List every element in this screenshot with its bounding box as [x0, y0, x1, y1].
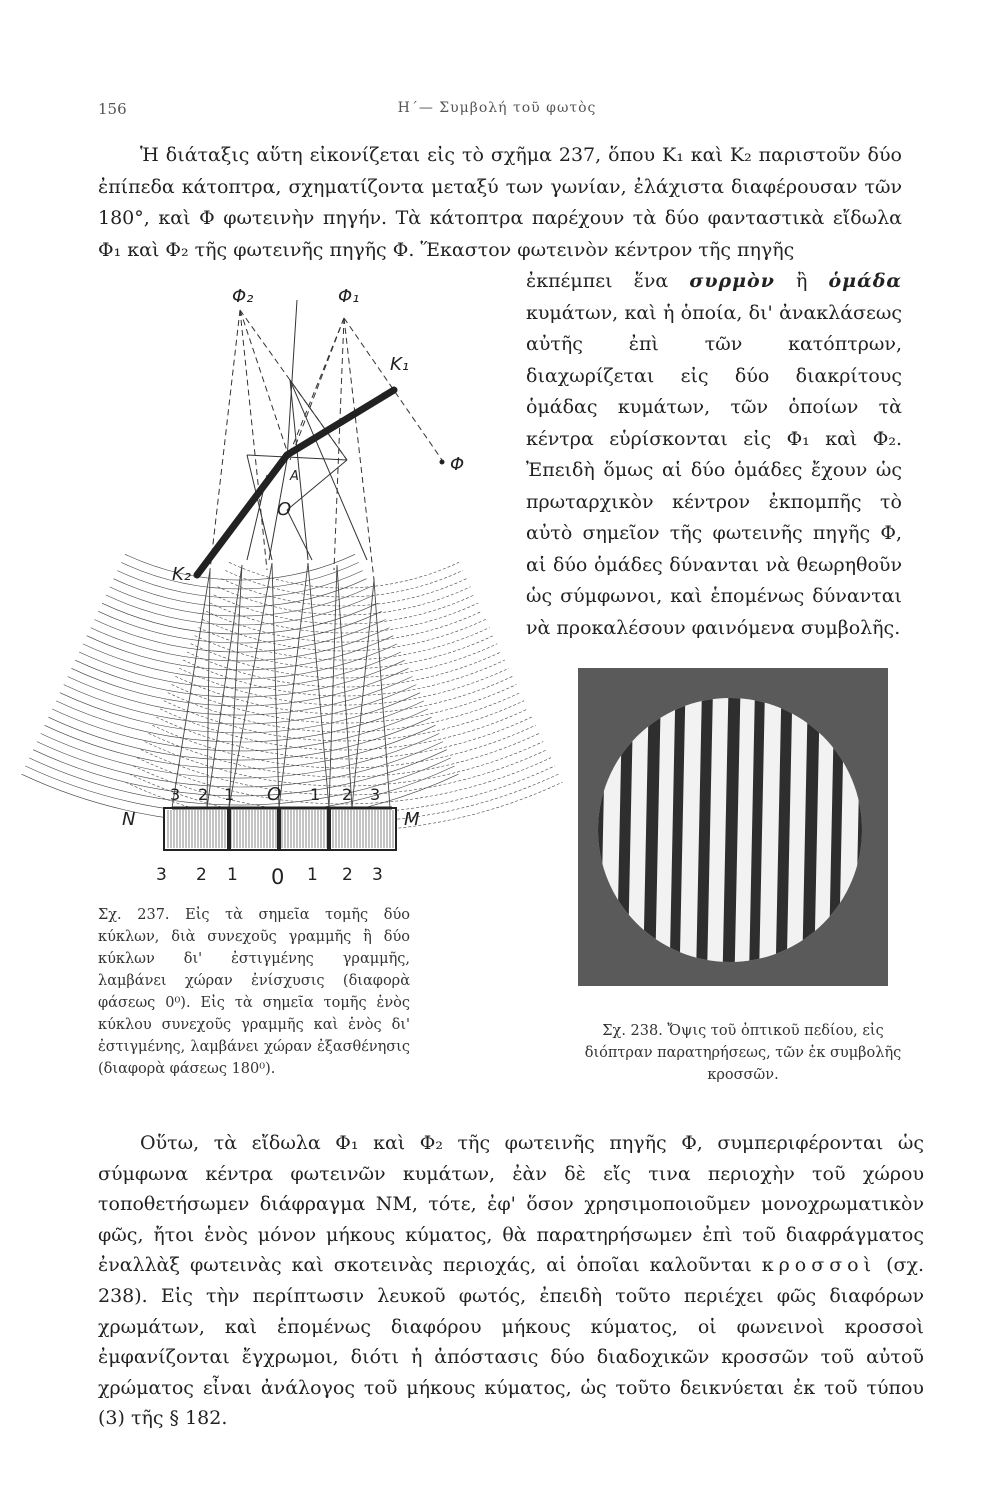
paragraph-right [526, 266, 902, 644]
fringe-photograph [578, 668, 888, 986]
term-krossoi: κροσσοὶ [761, 1254, 877, 1277]
label-k2: K₂ [172, 564, 192, 585]
wavefront-arc [229, 562, 459, 588]
wavefront-arc [218, 587, 471, 615]
scale-number: 1 [227, 865, 238, 885]
screen-label: 3 [170, 785, 181, 804]
convergence-line [172, 570, 210, 808]
screen-nm [164, 808, 396, 850]
text-span: κυμάτων, καὶ ἡ ὁποία, δι' ἀνακλάσεως αὐτῆς ἐπὶ τῶν κατόπτρων, διαχωρίζεται εἰς δύο διακρίτους ὁμάδας κυμάτων, τῶν ὁποίων τὰ κέντρα εὑρίσκονται εἰς Φ₁ καὶ Φ₂. Ἐπειδὴ ὅμως αἱ δύο ὁμάδες ἔχουν ὡς πρωταρχικὸν κέντρον ἐκπομπῆς τὸ αὐτὸ σημεῖον τῆς φωτεινῆς πηγῆς Φ, αἱ δύο ὁμάδες δύνανται νὰ θεωρηθοῦν ὡς σύμφωνοι, καὶ ἑπομένως δύνανται νὰ προκαλέσουν φαινόμενα συμβολῆς. [526, 301, 902, 639]
convergence-line [337, 565, 352, 808]
interference-field [22, 554, 563, 831]
wavefront-arc [48, 717, 431, 760]
label-a: A [290, 469, 299, 484]
screen-label: 2 [342, 785, 353, 804]
text-span: Οὕτω, τὰ εἴδωλα Φ₁ καὶ Φ₂ τῆς φωτεινῆς πηγῆς Φ, συμπεριφέρονται ὡς σύμφωνα κέντρα φωτεινῶν κυμάτων, ἐὰν δὲ εἴς τινα περιοχὴν τοῦ χώρου τοποθετήσωμεν διάφραγμα ΝΜ, τότε, ἐφ' ὅσον χρησιμοποιοῦμεν μονοχρωματικὸν φῶς, ἤτοι ἑνὸς μόνον μήκους κύματος, θὰ παρατηρήσωμεν ἐπὶ τοῦ διαφράγματος ἐναλλὰξ φωτεινὰς καὶ σκοτεινὰς περιοχάς, αἱ ὁποῖαι καλοῦνται [98, 1132, 924, 1277]
source-point-phi [440, 460, 445, 465]
scale-number: 3 [372, 865, 383, 885]
convergence-line [207, 565, 242, 808]
wavefront-arc [83, 644, 397, 679]
emphasis-syrmon: συρμὸν [689, 270, 775, 292]
page-number: 156 [98, 100, 127, 118]
text-span: ἢ [774, 270, 829, 292]
ray-lines [247, 300, 367, 560]
label-phi2: Φ₂ [232, 286, 254, 307]
wavefront-arc [198, 628, 489, 661]
wavefront-arc [117, 571, 362, 598]
scale-number: 1 [307, 865, 318, 885]
paragraph-top: Ἡ διάταξις αὕτη εἰκονίζεται εἰς τὸ σχῆμα 237, ὅπου Κ₁ καὶ Κ₂ παριστοῦν δύο ἐπίπεδα κάτοπτρα, σχηματίζοντα μεταξύ των γωνίαν, ἐλάχιστα διαφέρουσαν τῶν 180°, καὶ Φ φωτεινὴν πηγήν. Τὰ κάτοπτρα παρέχουν τὰ δύο φανταστικὰ εἴδωλα Φ₁ καὶ Φ₂ τῆς φωτεινῆς πηγῆς Φ. Ἕκαστον φωτεινὸν κέντρον τῆς πηγῆς [98, 144, 902, 261]
convergence-line [374, 580, 390, 808]
text-span: (σχ. 238). Εἰς τὴν περίπτωσιν λευκοῦ φωτός, ἐπειδὴ τοῦτο περιέχει φῶς διαφόρων χρωμάτων, καὶ ἑπομένως διαφόρου μήκους κύματος, οἱ φωνεινοὶ κροσσοὶ ἐμφανίζονται ἔγχρωμοι, διότι ἡ ἀπόστασις δύο διαδοχικῶν κροσσῶν τοῦ αὐτοῦ χρώματος εἶναι ἀνάλογος τοῦ μήκους κύματος, ὡς τοῦτο δεικνύεται ἐκ τοῦ τύπου (3) τῆς § 182. [98, 1254, 925, 1430]
wavefront-arc [33, 750, 447, 796]
scale-number: 0 [271, 865, 285, 889]
wavefront-arc [87, 636, 394, 670]
label-phi: Φ [450, 454, 465, 475]
wavefront-arc [37, 742, 443, 787]
screen-label: 3 [370, 785, 381, 804]
label-k1: K₁ [390, 354, 410, 375]
convergence-line [207, 570, 210, 808]
label-o-upper: O [277, 499, 292, 520]
figure-238-caption: Σχ. 238. Ὄψις τοῦ ὀπτικοῦ πεδίου, εἰς διόπτραν παρατηρήσεως, τῶν ἐκ συμβολῆς κροσσῶν. [584, 1023, 902, 1083]
label-n: N [122, 809, 136, 830]
wavefront-arc [91, 628, 390, 661]
emphasis-omada: ὁμάδα [828, 270, 902, 292]
text-span: ἐκπέμπει ἕνα [526, 270, 690, 292]
running-head: Η΄— Συμβολή τοῦ φωτὸς [397, 100, 597, 116]
wavefront-arc [202, 619, 486, 651]
label-o-center: O [267, 784, 282, 805]
wavefront-arc [60, 693, 420, 733]
wavefront-arc [172, 685, 517, 724]
label-phi1: Φ₁ [338, 286, 360, 307]
figure-238 [578, 668, 888, 986]
screen-label: 1 [224, 785, 235, 804]
wavefront-arc [225, 570, 463, 597]
wavefront-arc [71, 668, 408, 706]
convergence-line [352, 580, 374, 808]
paragraph-bottom [98, 1128, 924, 1434]
screen-label: 2 [198, 785, 209, 804]
scale-number: 2 [196, 865, 207, 885]
bottom-scale [156, 865, 383, 889]
wavefront-arc [221, 579, 466, 606]
scale-number: 2 [342, 865, 353, 885]
wavefront-arc [121, 562, 359, 589]
screen-label: 1 [310, 785, 321, 804]
wavefront-arc [75, 660, 405, 697]
dashed-construction-lines [210, 310, 442, 580]
scale-number: 3 [156, 865, 167, 885]
wavefront-arc [56, 701, 424, 742]
figure-237 [112, 280, 465, 900]
label-m: M [404, 809, 420, 830]
figure-237-caption: Σχ. 237. Εἰς τὰ σημεῖα τομῆς δύο κύκλων, διὰ συνεχοῦς γραμμῆς ἢ δύο κύκλων δι' ἐστιγμένης γραμμῆς, λαμβάνει χώραν ἐνίσχυσις (διαφορὰ φάσεως 0⁰). Εἰς τὰ σημεῖα τομῆς ἑνὸς κύκλου συνεχοῦς γραμμῆς καὶ ἑνὸς δι' ἐστιγμένης, λαμβάνει χώραν ἐξασθένησις (διαφορὰ φάσεως 180⁰). [98, 907, 410, 1077]
fig237-diagram [112, 280, 465, 900]
mirror-k2 [197, 455, 287, 575]
